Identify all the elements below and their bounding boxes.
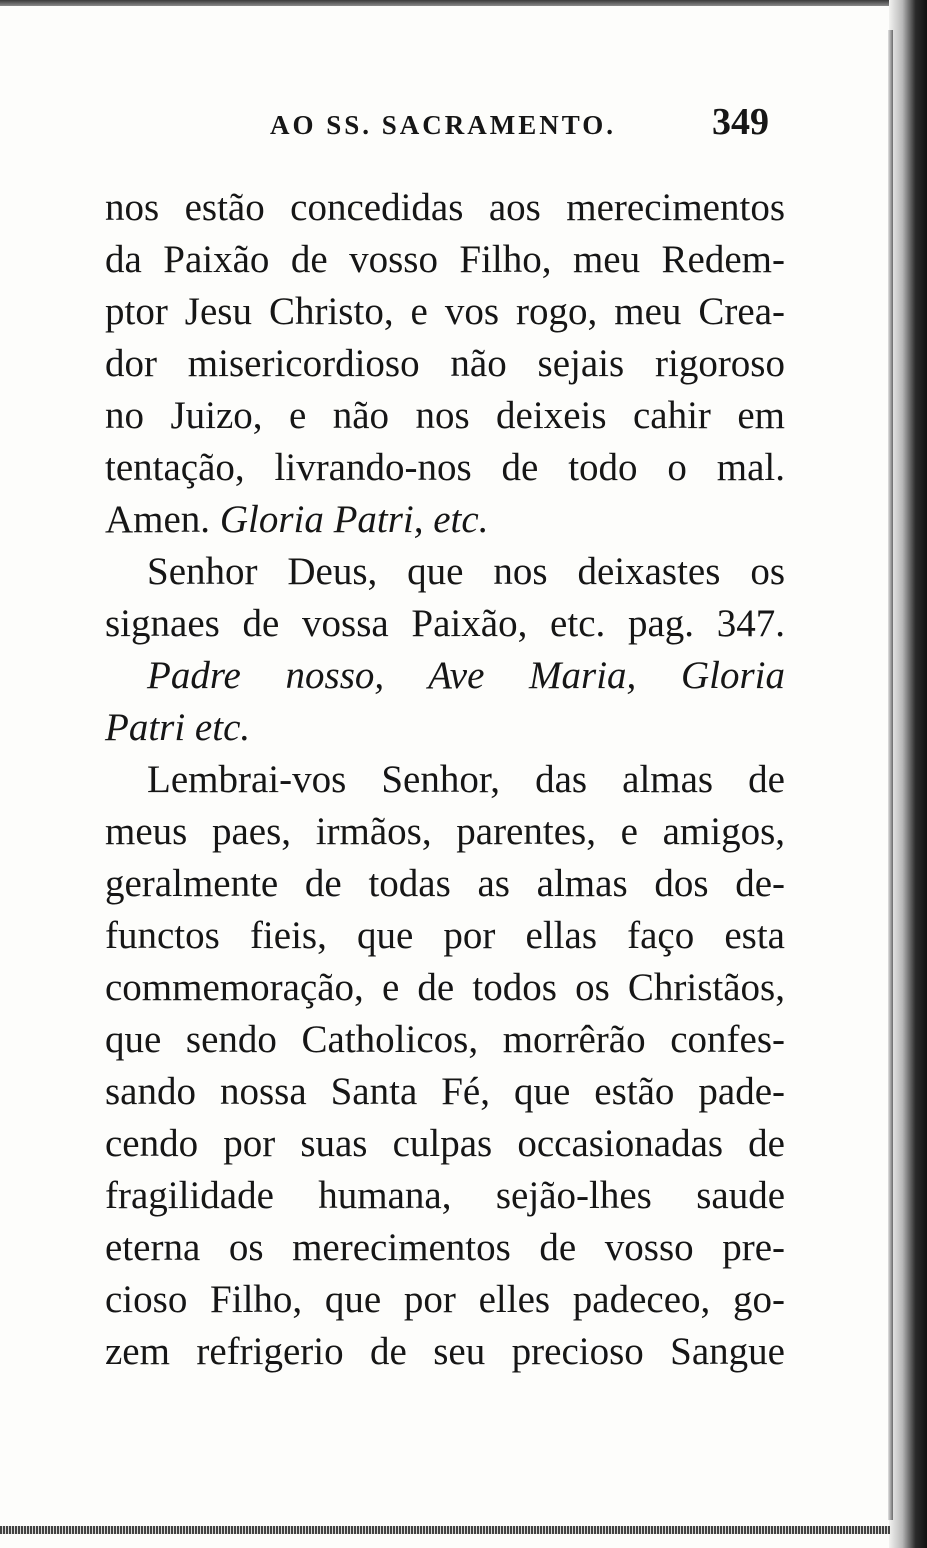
running-head: AO SS. SACRAMENTO. — [270, 110, 617, 140]
text-line: fragilidade humana, sejão-lhes saude — [105, 1174, 785, 1217]
text-line: dor misericordioso não sejais rigoroso — [105, 342, 785, 385]
text-line: no Juizo, e não nos deixeis cahir em — [105, 394, 785, 437]
text-line: sando nossa Santa Fé, que estão pade- — [105, 1070, 785, 1113]
text-line: da Paixão de vosso Filho, meu Redem- — [105, 238, 785, 281]
text-line: Padre nosso, Ave Maria, Gloria — [147, 654, 785, 697]
page-number: 349 — [712, 101, 769, 143]
text-line: functos fieis, que por ellas faço esta — [105, 914, 785, 957]
scan-page-spine — [888, 30, 893, 1520]
amen-text: Amen. — [105, 498, 211, 541]
text-line: que sendo Catholicos, morrêrão confes- — [105, 1018, 785, 1061]
text-line: commemoração, e de todos os Christãos, — [105, 966, 785, 1009]
scan-bottom-edge — [0, 1526, 890, 1534]
text-line: nos estão concedidas aos merecimentos — [105, 186, 785, 229]
text-line: signaes de vossa Paixão, etc. pag. 347. — [105, 602, 785, 645]
text-line: cioso Filho, que por elles padeceo, go- — [105, 1278, 785, 1321]
scan-top-edge — [0, 0, 900, 6]
text-line: Lembrai-vos Senhor, das almas de — [147, 758, 785, 801]
text-line: Senhor Deus, que nos deixastes os — [147, 550, 785, 593]
page-header — [270, 100, 790, 150]
text-line: ptor Jesu Christo, e vos rogo, meu Crea- — [105, 290, 785, 333]
text-line: meus paes, irmãos, parentes, e amigos, — [105, 810, 785, 853]
text-line: cendo por suas culpas occasionadas de — [105, 1122, 785, 1165]
text-line: tentação, livrando-nos de todo o mal. — [105, 446, 785, 489]
text-line: zem refrigerio de seu precioso Sangue — [105, 1330, 785, 1373]
text-line: geralmente de todas as almas dos de- — [105, 862, 785, 905]
text-line — [105, 494, 785, 546]
text-line: Patri etc. — [105, 706, 251, 749]
gloria-patri-text: Gloria Patri, etc. — [219, 498, 489, 541]
text-line: eterna os merecimentos de vosso pre- — [105, 1226, 785, 1269]
page-body — [105, 182, 785, 1378]
scan-right-edge — [889, 0, 927, 1548]
